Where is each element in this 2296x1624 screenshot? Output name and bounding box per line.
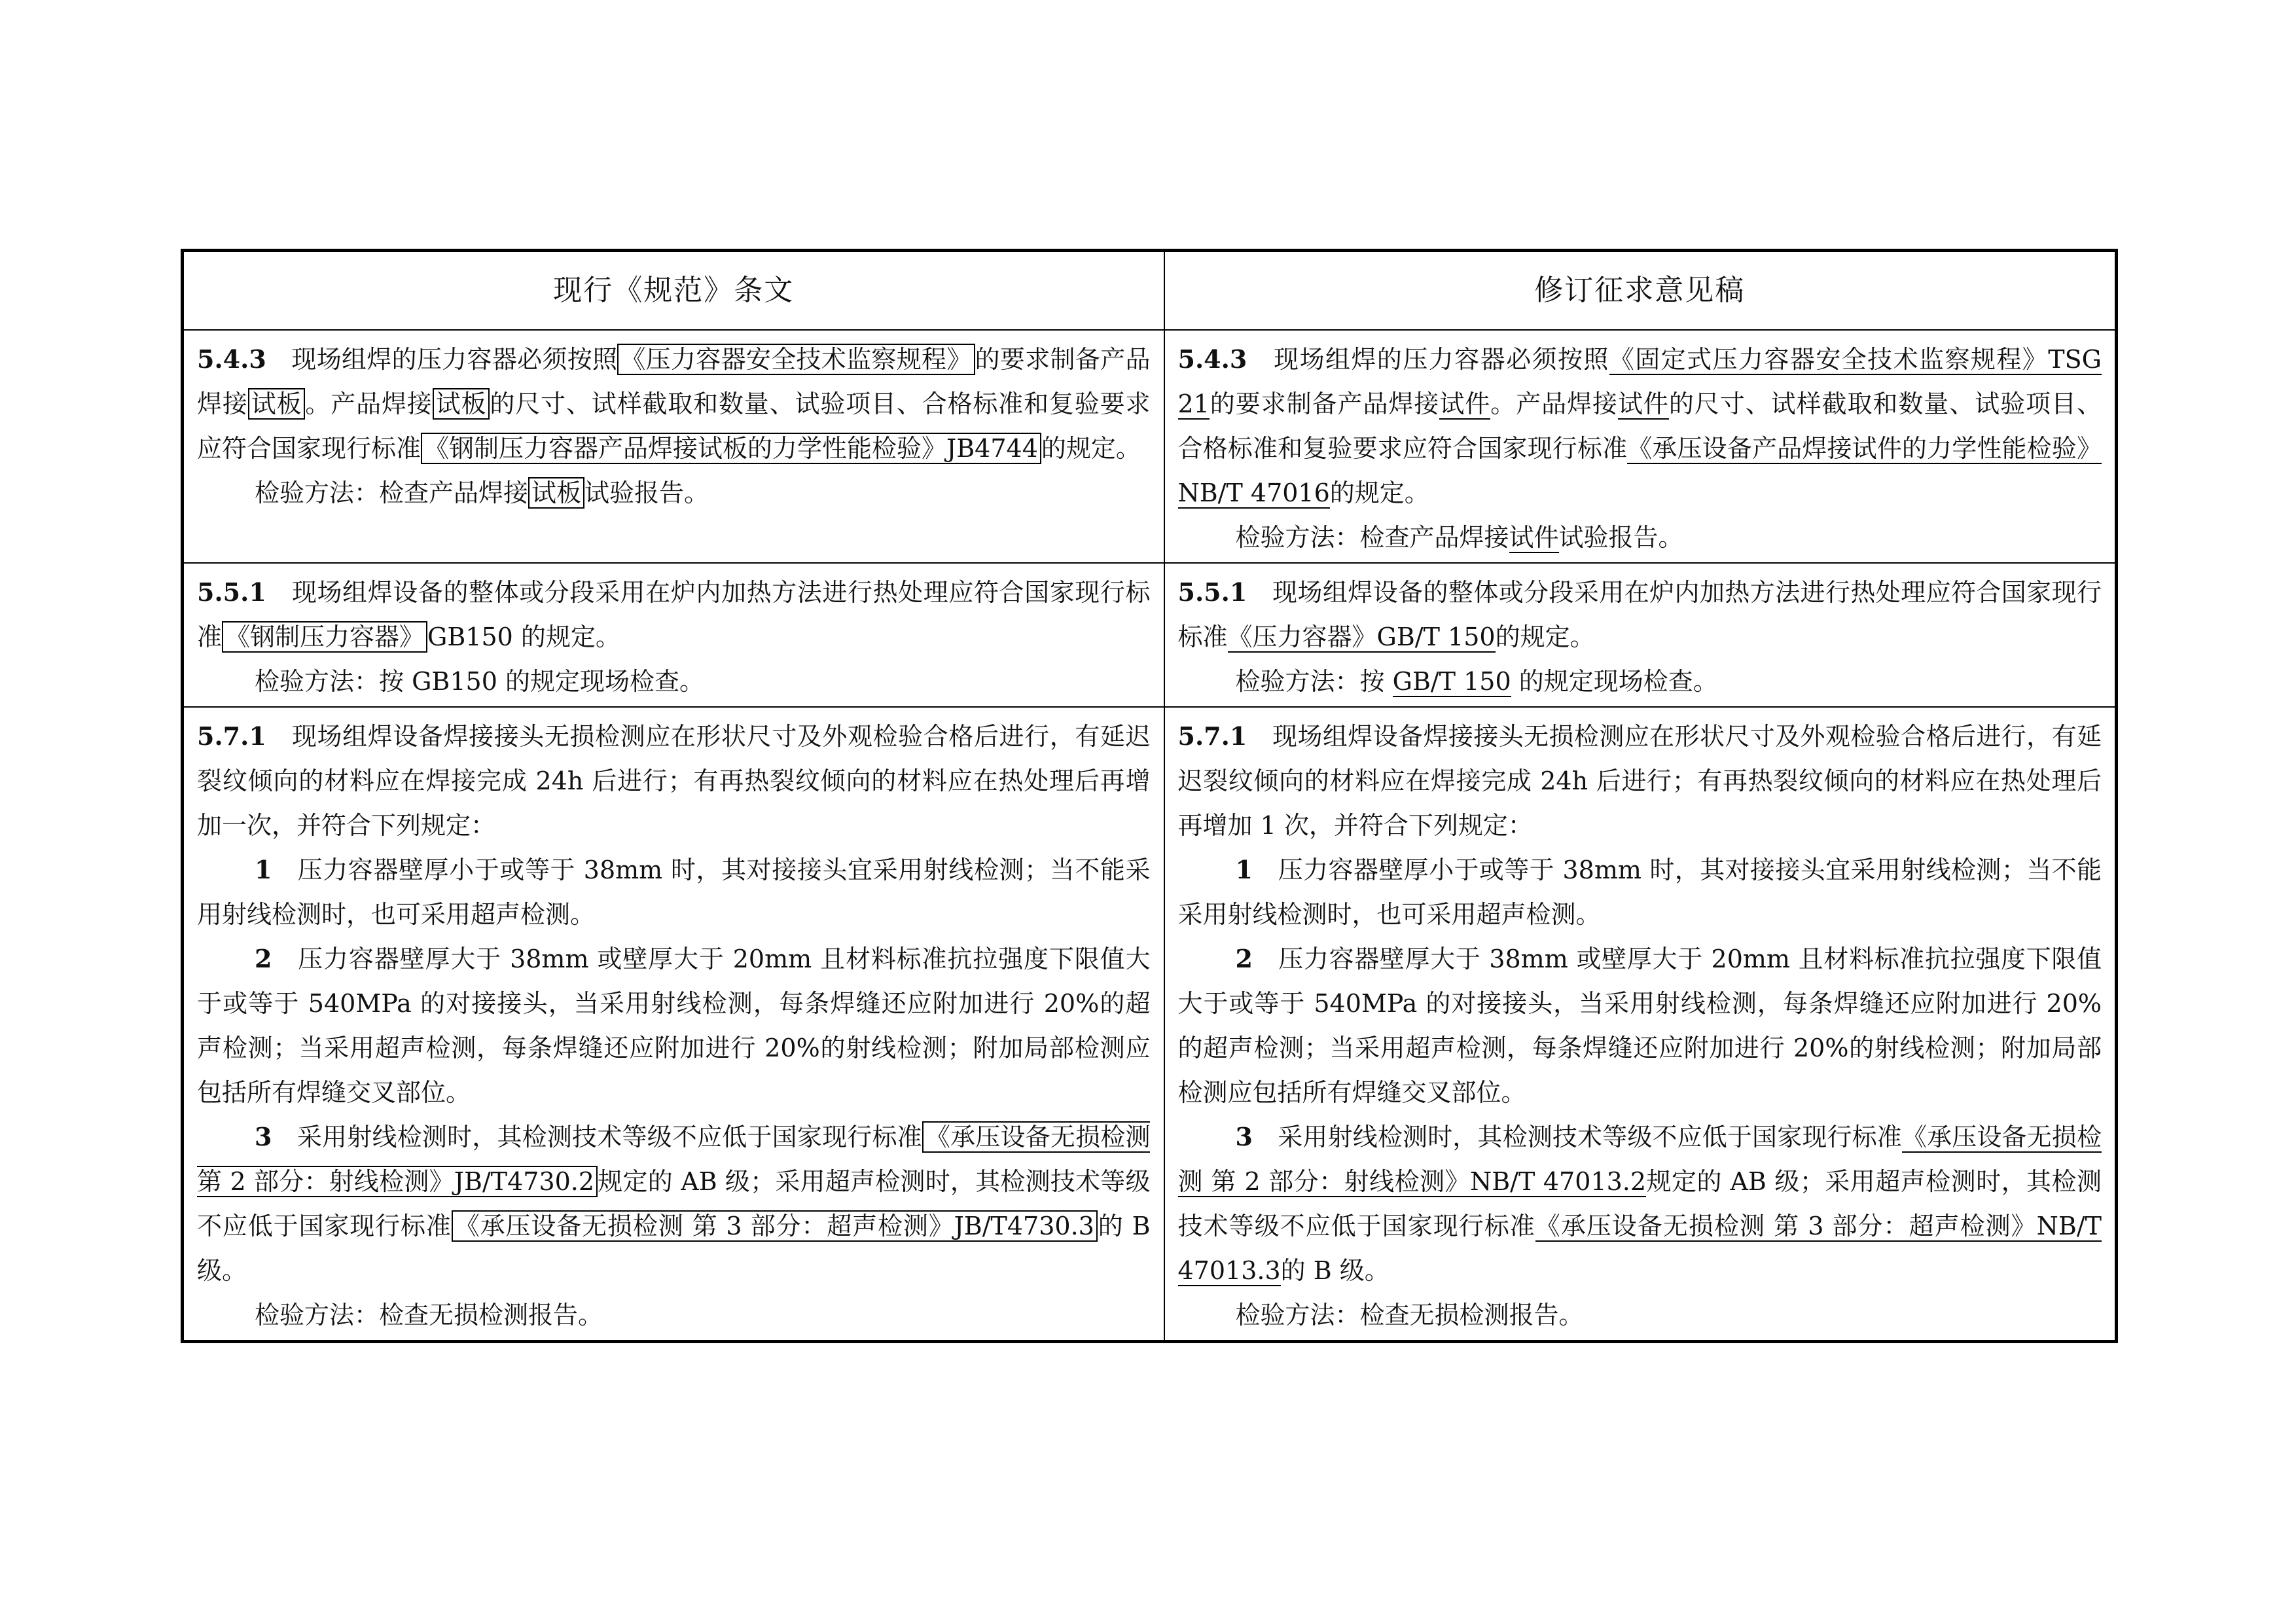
clause-paragraph xyxy=(197,937,1151,1115)
text-run: 的要求制备产品焊接 xyxy=(1209,389,1440,418)
text-run: 的规定。 xyxy=(1041,434,1141,463)
clause-number: 2 xyxy=(255,944,272,973)
clause-paragraph xyxy=(197,1115,1151,1293)
text-run: GB150 的规定。 xyxy=(427,623,620,651)
clause-paragraph xyxy=(197,471,1151,515)
clause-paragraph xyxy=(1178,848,2102,937)
cell-current xyxy=(183,330,1164,563)
text-run: 的规定。 xyxy=(1495,623,1595,651)
text-run: 检验方法：按 xyxy=(1235,667,1393,696)
boxed-reference: 试板 xyxy=(528,477,584,509)
header-row xyxy=(183,251,2117,331)
clause-number: 5.4.3 xyxy=(197,344,266,374)
clause-paragraph xyxy=(1178,937,2102,1115)
text-run: 的尺寸、试样截取和数量、试验项目、合格标准和复验要求应符合国家现行标准 xyxy=(1177,389,2102,463)
boxed-reference: 《承压设备无损检测 第 3 部分：超声检测》JB/T4730.3 xyxy=(452,1210,1098,1242)
text-run: 压力容器壁厚大于 38mm 或壁厚大于 20mm 且材料标准抗拉强度下限值大于或等于 540MPa 的对接接头，当采用射线检测，每条焊缝还应附加进行 20%的超声检测；当采用超声检测，每条焊缝还应附加进行 20%的射线检测；附加局部检测应包括所有焊缝交叉部位。 xyxy=(1177,945,2102,1107)
clause-number: 5.5.1 xyxy=(1177,577,1247,607)
text-run: 检验方法：检查产品焊接 xyxy=(255,478,529,507)
revised-text: 《承压设备无损检测 第 3 部分：超声检测》NB/T 47013.3 xyxy=(1177,1212,2102,1285)
revised-text: 《承压设备无损检测 第 2 部分：射线检测》NB/T 47013.2 xyxy=(1177,1123,2102,1196)
table-row xyxy=(183,707,2117,1342)
clause-number: 1 xyxy=(1235,855,1253,884)
text-run: 的 B 级。 xyxy=(197,1212,1151,1285)
text-run: 检验方法：检查无损检测报告。 xyxy=(255,1301,603,1329)
revised-text: 《固定式压力容器安全技术监察规程》TSG 21 xyxy=(1177,345,2102,418)
header-revision-draft: 修订征求意见稿 xyxy=(1164,251,2117,331)
text-run: 检验方法：检查无损检测报告。 xyxy=(1235,1301,1584,1329)
clause-paragraph xyxy=(1178,1115,2102,1293)
cell-current xyxy=(183,707,1164,1342)
clause-paragraph xyxy=(197,848,1151,937)
boxed-reference: 《钢制压力容器产品焊接试板的力学性能检验》JB4744 xyxy=(421,433,1041,464)
clause-paragraph xyxy=(1178,659,2102,704)
text-run: 的 B 级。 xyxy=(1280,1256,1390,1285)
clause-number: 5.4.3 xyxy=(1177,344,1247,374)
comparison-table xyxy=(181,249,2118,1343)
boxed-reference: 试板 xyxy=(248,388,306,420)
boxed-reference: 《钢制压力容器》 xyxy=(222,621,427,653)
header-current-clause: 现行《规范》条文 xyxy=(183,251,1164,331)
text-run: 规定的 AB 级；采用超声检测时，其检测技术等级不应低于国家现行标准 xyxy=(197,1167,1151,1240)
text-run: 压力容器壁厚小于或等于 38mm 时，其对接接头宜采用射线检测；当不能采用射线检测时，也可采用超声检测。 xyxy=(1177,856,2102,929)
boxed-reference: 试板 xyxy=(433,388,490,420)
text-run: 现场组焊的压力容器必须按照 xyxy=(1247,345,1609,374)
revised-text: 《承压设备产品焊接试件的力学性能检验》NB/T 47016 xyxy=(1177,434,2102,507)
clause-number: 5.5.1 xyxy=(197,577,266,607)
text-run: 现场组焊设备的整体或分段采用在炉内加热方法进行热处理应符合国家现行标准 xyxy=(197,578,1151,651)
cell-revised xyxy=(1164,563,2117,707)
text-run: 现场组焊设备焊接接头无损检测应在形状尺寸及外观检验合格后进行，有延迟裂纹倾向的材料应在焊接完成 24h 后进行；有再热裂纹倾向的材料应在热处理后再增加一次，并符合下列规定： xyxy=(197,722,1151,840)
text-run: 现场组焊设备的整体或分段采用在炉内加热方法进行热处理应符合国家现行标准 xyxy=(1177,578,2102,651)
text-run: 试验报告。 xyxy=(1558,523,1683,552)
cell-revised xyxy=(1164,330,2117,563)
cell-revised xyxy=(1164,707,2117,1342)
boxed-reference: 《承压设备无损检测 第 2 部分：射线检测》JB/T4730.2 xyxy=(197,1123,1151,1196)
clause-paragraph xyxy=(1178,714,2102,848)
clause-paragraph xyxy=(1178,1293,2102,1337)
clause-number: 3 xyxy=(1235,1122,1253,1151)
text-run: 。产品焊接 xyxy=(305,389,433,418)
clause-paragraph xyxy=(197,714,1151,848)
clause-number: 5.7.1 xyxy=(1177,721,1247,751)
text-run: 现场组焊的压力容器必须按照 xyxy=(266,345,618,374)
clause-number: 3 xyxy=(255,1122,272,1151)
table-row xyxy=(183,330,2117,563)
text-run: 采用射线检测时，其检测技术等级不应低于国家现行标准 xyxy=(1252,1123,1902,1151)
text-run: 压力容器壁厚大于 38mm 或壁厚大于 20mm 且材料标准抗拉强度下限值大于或等于 540MPa 的对接接头，当采用射线检测，每条焊缝还应附加进行 20%的超声检测；当采用超声检测，每条焊缝还应附加进行 20%的射线检测；附加局部检测应包括所有焊缝交叉部位。 xyxy=(197,945,1151,1107)
boxed-reference: 《压力容器安全技术监察规程》 xyxy=(617,344,975,375)
revised-text: 试件 xyxy=(1509,523,1559,552)
text-run: 的尺寸、试样截取和数量、试验项目、合格标准和复验要求应符合国家现行标准 xyxy=(197,389,1151,463)
text-run: 的规定。 xyxy=(1329,478,1429,507)
clause-paragraph xyxy=(1178,515,2102,560)
revised-text: GB/T 150 xyxy=(1392,667,1511,696)
revised-text: 试件 xyxy=(1617,389,1669,418)
text-run: 采用射线检测时，其检测技术等级不应低于国家现行标准 xyxy=(272,1123,922,1151)
clause-number: 1 xyxy=(255,855,272,884)
text-run: 试验报告。 xyxy=(584,478,709,507)
text-run: 。产品焊接 xyxy=(1490,389,1618,418)
text-run: 现场组焊设备焊接接头无损检测应在形状尺寸及外观检验合格后进行，有延迟裂纹倾向的材料应在焊接完成 24h 后进行；有再热裂纹倾向的材料应在热处理后再增加 1 次，并符合下列规定： xyxy=(1177,722,2102,840)
text-run: 规定的 AB 级；采用超声检测时，其检测技术等级不应低于国家现行标准 xyxy=(1177,1167,2102,1240)
clause-paragraph xyxy=(197,1293,1151,1337)
text-run: 的要求制备产品焊接 xyxy=(197,345,1151,418)
table-row xyxy=(183,563,2117,707)
clause-paragraph xyxy=(197,337,1151,471)
clause-number: 2 xyxy=(1235,944,1253,973)
clause-paragraph xyxy=(1178,337,2102,515)
clause-paragraph xyxy=(197,570,1151,659)
text-run: 压力容器壁厚小于或等于 38mm 时，其对接接头宜采用射线检测；当不能采用射线检测时，也可采用超声检测。 xyxy=(197,856,1151,929)
revised-text: 《压力容器》GB/T 150 xyxy=(1227,623,1496,651)
text-run: 检验方法：检查产品焊接 xyxy=(1235,523,1509,552)
text-run: 的规定现场检查。 xyxy=(1511,667,1718,696)
clause-paragraph xyxy=(1178,570,2102,659)
cell-current xyxy=(183,563,1164,707)
clause-paragraph xyxy=(197,659,1151,704)
revised-text: 试件 xyxy=(1439,389,1491,418)
text-run: 检验方法：按 GB150 的规定现场检查。 xyxy=(255,667,704,696)
clause-number: 5.7.1 xyxy=(197,721,266,751)
